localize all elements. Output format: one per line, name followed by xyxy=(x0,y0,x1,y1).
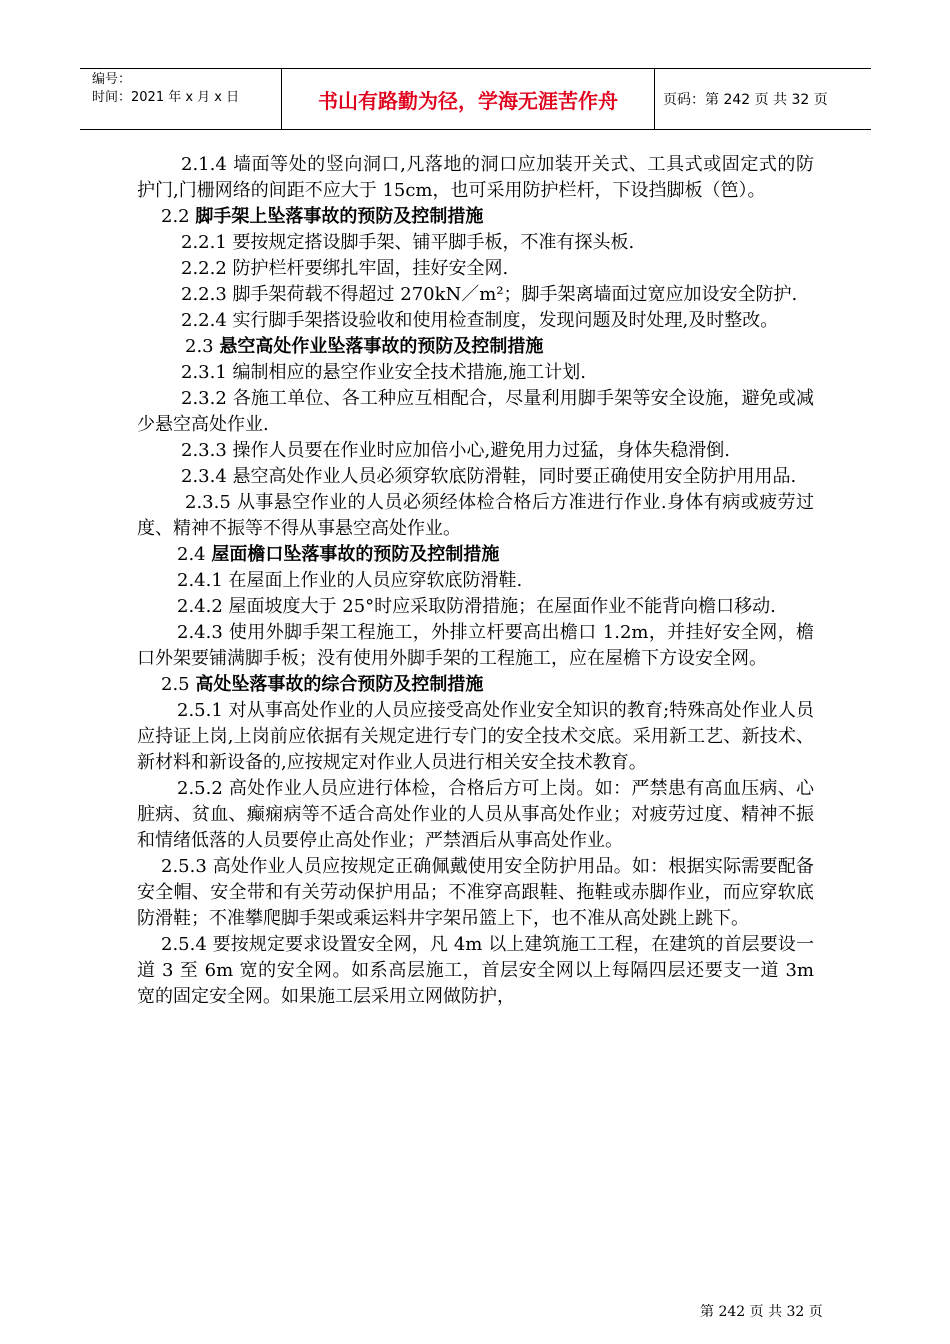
document-number: 编号： xyxy=(92,72,132,87)
section-number: 2.3 xyxy=(185,336,220,357)
section-number: 2.2 xyxy=(161,206,196,227)
header-motto: 书山有路勤为径，学海无涯苦作舟 xyxy=(282,69,655,129)
body-paragraph: 2.2.1 要按规定搭设脚手架、铺平脚手板，不准有探头板. xyxy=(181,232,635,253)
body-paragraph: 2.1.4 墙面等处的竖向洞口,凡落地的洞口应加装开关式、工具式或固定式的防护门,门栅网络的间距不应大于 15cm，也可采用防护栏杆，下设挡脚板（笆）。 xyxy=(137,154,814,201)
section-number: 2.5 xyxy=(161,674,196,695)
section-title: 屋面檐口坠落事故的预防及控制措施 xyxy=(211,544,500,565)
section-title: 脚手架上坠落事故的预防及控制措施 xyxy=(195,206,484,227)
body-paragraph: 2.4.1 在屋面上作业的人员应穿软底防滑鞋. xyxy=(177,570,523,591)
section-heading xyxy=(137,204,814,230)
body-paragraph: 2.2.2 防护栏杆要绑扎牢固，挂好安全网. xyxy=(181,258,509,279)
body-paragraph: 2.2.3 脚手架荷载不得超过 270kN／m²；脚手架离墙面过宽应加设安全防护. xyxy=(181,284,798,305)
section-heading xyxy=(137,542,814,568)
page-header xyxy=(80,68,871,130)
section-number: 2.4 xyxy=(177,544,212,565)
header-meta xyxy=(80,69,282,129)
section-heading xyxy=(137,334,814,360)
body-paragraph: 2.3.2 各施工单位、各工种应互相配合，尽量利用脚手架等安全设施，避免或减少悬空高处作业. xyxy=(137,388,814,435)
body-paragraph: 2.5.1 对从事高处作业的人员应接受高处作业安全知识的教育;特殊高处作业人员应持证上岗,上岗前应依据有关规定进行专门的安全技术交底。采用新工艺、新技术、新材料和新设备的,应按规定对作业人员进行相关安全技术教育。 xyxy=(137,700,814,773)
body-paragraph: 2.4.2 屋面坡度大于 25°时应采取防滑措施；在屋面作业不能背向檐口移动. xyxy=(177,596,776,617)
body-paragraph: 2.3.4 悬空高处作业人员必须穿软底防滑鞋，同时要正确使用安全防护用用品. xyxy=(181,466,797,487)
document-body xyxy=(137,152,814,1010)
section-heading xyxy=(137,672,814,698)
header-page-info: 页码：第 242 页 共 32 页 xyxy=(663,92,828,108)
body-paragraph: 2.3.5 从事悬空作业的人员必须经体检合格后方准进行作业.身体有病或疲劳过度、精神不振等不得从事悬空高处作业。 xyxy=(137,492,814,539)
document-time: 时间：2021 年 x 月 x 日 xyxy=(92,90,240,105)
body-paragraph: 2.4.3 使用外脚手架工程施工，外排立杆要高出檐口 1.2m，并挂好安全网，檐口外架要铺满脚手板；没有使用外脚手架的工程施工，应在屋檐下方设安全网。 xyxy=(137,622,814,669)
page-footer: 第 242 页 共 32 页 xyxy=(700,1304,823,1320)
section-title: 高处坠落事故的综合预防及控制措施 xyxy=(195,674,484,695)
body-paragraph: 2.3.3 操作人员要在作业时应加倍小心,避免用力过猛，身体失稳滑倒. xyxy=(181,440,730,461)
body-paragraph: 2.5.2 高处作业人员应进行体检，合格后方可上岗。如：严禁患有高血压病、心脏病、贫血、癫痫病等不适合高处作业的人员从事高处作业；对疲劳过度、精神不振和情绪低落的人员要停止高处作业；严禁酒后从事高处作业。 xyxy=(137,778,814,851)
section-title: 悬空高处作业坠落事故的预防及控制措施 xyxy=(219,336,544,357)
body-paragraph: 2.5.3 高处作业人员应按规定正确佩戴使用安全防护用品。如：根据实际需要配备安全帽、安全带和有关劳动保护用品；不准穿高跟鞋、拖鞋或赤脚作业，而应穿软底防滑鞋；不准攀爬脚手架或乘运料井字架吊篮上下，也不准从高处跳上跳下。 xyxy=(137,856,814,929)
body-paragraph: 2.5.4 要按规定要求设置安全网，凡 4m 以上建筑施工工程，在建筑的首层要设一道 3 至 6m 宽的安全网。如系高层施工，首层安全网以上每隔四层还要支一道 3m 宽的固定安全网。如果施工层采用立网做防护， xyxy=(137,934,814,1007)
body-paragraph: 2.2.4 实行脚手架搭设验收和使用检查制度，发现问题及时处理,及时整改。 xyxy=(181,310,779,331)
body-paragraph: 2.3.1 编制相应的悬空作业安全技术措施,施工计划. xyxy=(181,362,586,383)
